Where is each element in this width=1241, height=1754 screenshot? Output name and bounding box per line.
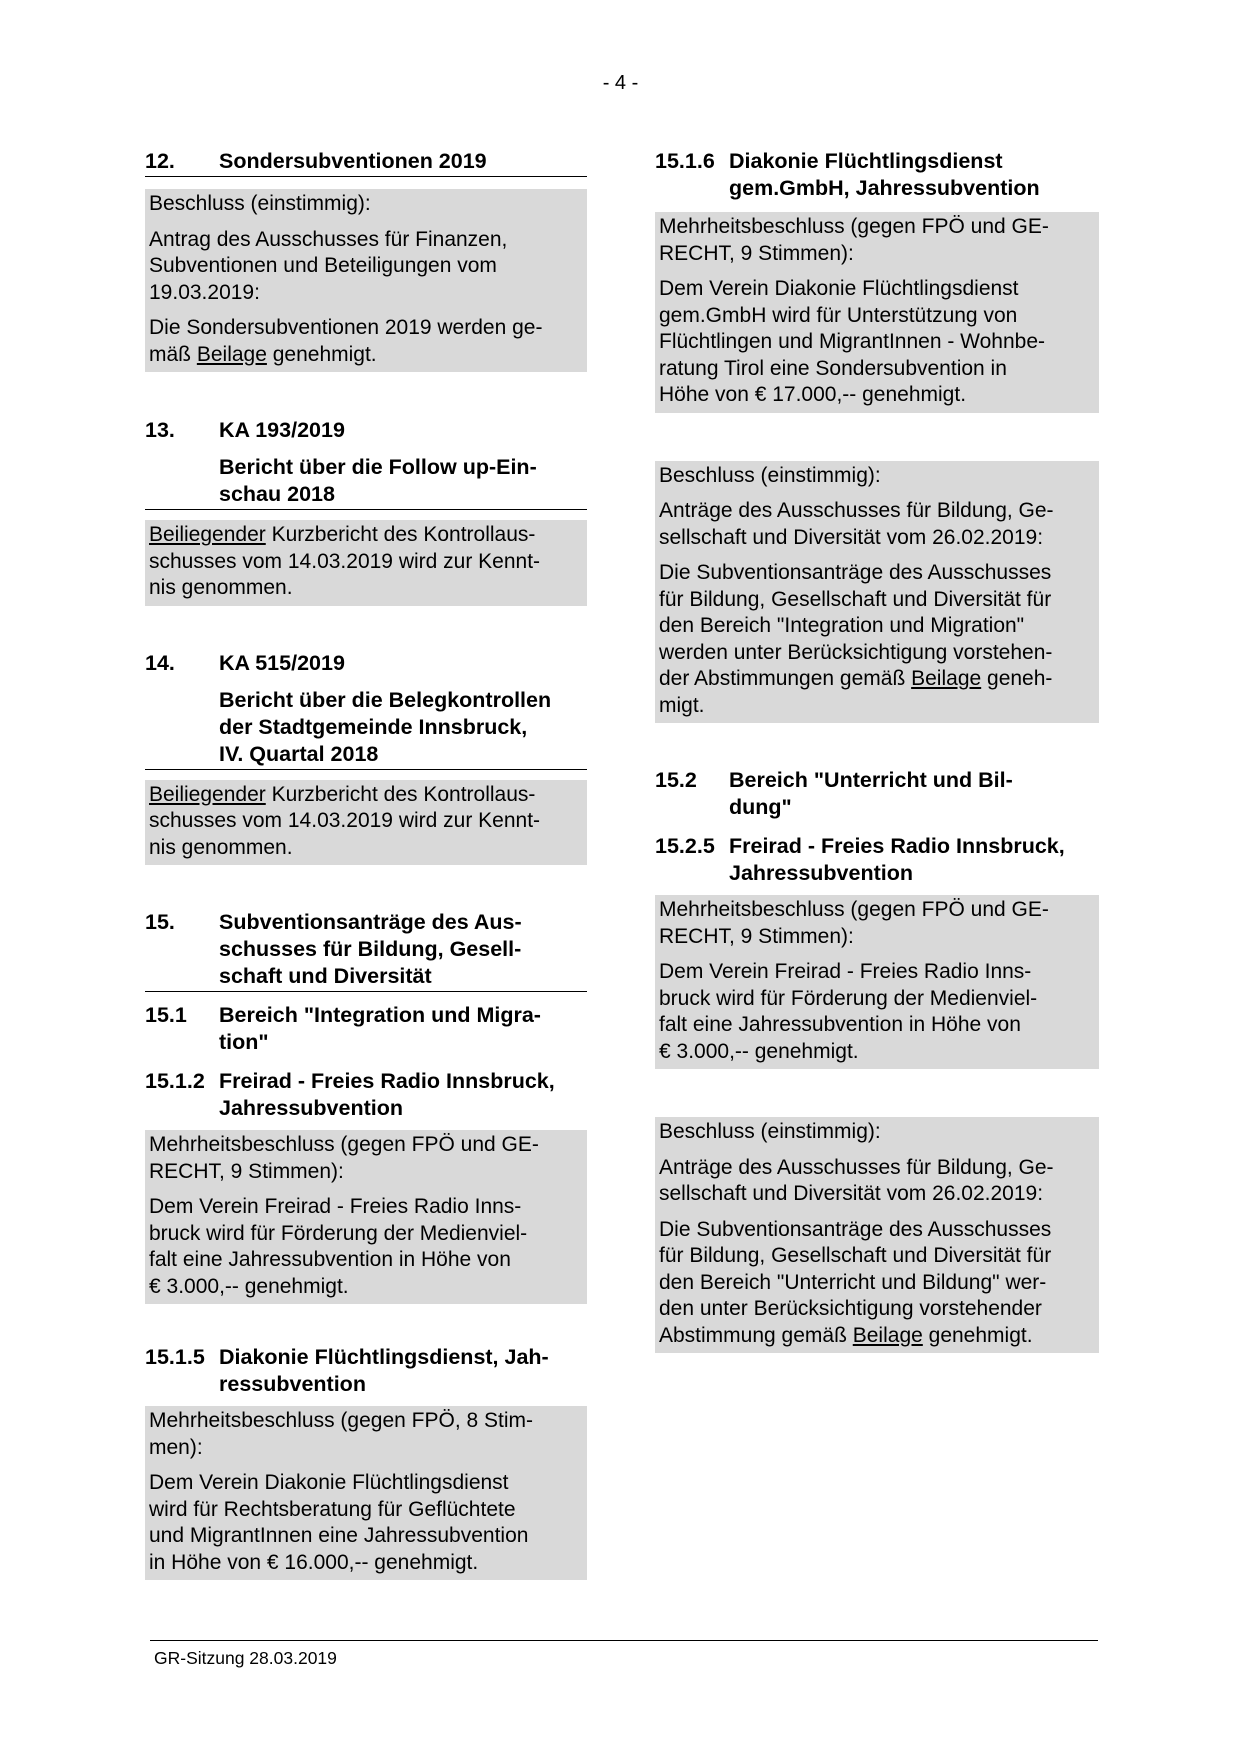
text-line: Die Subventionsanträge des Ausschusses (659, 561, 1052, 584)
text-line: € 3.000,-- genehmigt. (659, 1039, 859, 1063)
beilage-link[interactable]: Beilage (852, 1323, 923, 1347)
section-13-subtitle (145, 454, 587, 510)
decision-text (149, 1470, 583, 1576)
text-line: Mehrheitsbeschluss (gegen FPÖ und GE- (659, 215, 1049, 238)
text-line: für Bildung, Gesellschaft und Diversität für (659, 587, 1052, 611)
decision-text (659, 959, 1095, 1065)
subtitle-line: schau 2018 (219, 482, 335, 506)
section-title: KA 193/2019 (219, 418, 345, 442)
section-15-1-2-heading (145, 1068, 587, 1122)
text-line: mäß (149, 342, 197, 366)
section-15-1-5-heading (145, 1344, 587, 1398)
indent (145, 687, 219, 768)
decision-box (655, 212, 1099, 413)
title-line: Bereich "Unterricht und Bil- (729, 768, 1013, 792)
decision-type: Beschluss (einstimmig): (659, 463, 881, 487)
decision-text (149, 1194, 583, 1300)
title-line: schaft und Diversität (219, 964, 432, 988)
decision-box (145, 1130, 587, 1304)
text-line: falt eine Jahressubvention in Höhe von (149, 1248, 511, 1271)
title-line: dung" (729, 795, 792, 819)
text-line: Dem Verein Diakonie Flüchtlingsdienst (149, 1471, 509, 1494)
section-title (219, 1002, 587, 1056)
text-line: Dem Verein Diakonie Flüchtlingsdienst (659, 277, 1019, 300)
title-line: Bereich "Integration und Migra- (219, 1003, 541, 1027)
decision-text (659, 1155, 1095, 1208)
text-line: Dem Verein Freirad - Freies Radio Inns- (149, 1195, 522, 1218)
section-title (219, 1068, 587, 1122)
text-line: Dem Verein Freirad - Freies Radio Inns- (659, 960, 1032, 983)
left-column (145, 148, 587, 1580)
text-line: RECHT, 9 Stimmen): (659, 924, 854, 948)
text-line: falt eine Jahressubvention in Höhe von (659, 1013, 1021, 1036)
section-15-heading (145, 909, 587, 992)
beiliegender-link[interactable]: Beiliegender (149, 782, 266, 806)
section-15-1-6-heading (655, 148, 1099, 202)
decision-box (145, 189, 587, 372)
title-line: Diakonie Flüchtlingsdienst (729, 149, 1003, 173)
text-line: migt. (659, 693, 705, 717)
indent (145, 454, 219, 508)
title-line: Jahressubvention (729, 861, 913, 885)
decision-type (149, 1132, 583, 1185)
text-line: Anträge des Ausschusses für Bildung, Ge- (659, 499, 1054, 522)
decision-box (145, 1406, 587, 1580)
section-14-heading (145, 650, 587, 677)
section-13 (145, 417, 587, 606)
title-line: gem.GmbH, Jahressubvention (729, 176, 1040, 200)
text-line: Flüchtlingen und MigrantInnen - Wohnbe- (659, 330, 1046, 353)
text-line: RECHT, 9 Stimmen): (149, 1159, 344, 1183)
text-line: nis genommen. (149, 835, 293, 859)
text-line: bruck wird für Förderung der Medienviel- (659, 986, 1038, 1010)
subtitle-line: Bericht über die Belegkontrollen (219, 687, 552, 712)
title-line: Freirad - Freies Radio Innsbruck, (219, 1069, 555, 1093)
title-line: Diakonie Flüchtlingsdienst, Jah- (219, 1345, 549, 1369)
beilage-link[interactable]: Beilage (911, 667, 982, 690)
text-line: wird für Rechtsberatung für Geflüchtete (149, 1497, 516, 1521)
section-subtitle (219, 687, 587, 768)
decision-text (659, 560, 1095, 719)
decision-type: Beschluss (einstimmig): (659, 1120, 881, 1143)
text-line: Die Subventionsanträge des Ausschusses (659, 1217, 1052, 1241)
subtitle-line: der Stadtgemeinde Innsbruck, (219, 714, 528, 739)
section-number: 15.1 (145, 1003, 187, 1027)
text-line: Subventionen und Beteiligungen vom (149, 254, 497, 277)
text-line: schusses vom 14.03.2019 wird zur Kennt- (149, 809, 541, 832)
text-line: Mehrheitsbeschluss (gegen FPÖ und GE- (149, 1133, 539, 1156)
decision-text (659, 498, 1095, 551)
text-line: Die Sondersubventionen 2019 werden ge- (149, 316, 543, 339)
text-line: Höhe von € 17.000,-- genehmigt. (659, 383, 967, 406)
text-line: werden unter Berücksichtigung vorstehen- (659, 640, 1053, 664)
text-line: Antrag des Ausschusses für Finanzen, (149, 227, 508, 251)
decision-type (659, 897, 1095, 950)
section-title (729, 148, 1099, 202)
title-line: schusses für Bildung, Gesell- (219, 937, 522, 961)
info-text (149, 522, 583, 602)
subtitle-line: Bericht über die Follow up-Ein- (219, 455, 537, 479)
section-number: 14. (145, 650, 175, 675)
title-line: Jahressubvention (219, 1096, 403, 1120)
text-line: Mehrheitsbeschluss (gegen FPÖ, 8 Stim- (149, 1409, 533, 1432)
section-title (729, 833, 1099, 887)
footer-text: GR-Sitzung 28.03.2019 (154, 1648, 337, 1668)
text-line: ratung Tirol eine Sondersubvention in (659, 356, 1007, 380)
text-line: € 3.000,-- genehmigt. (149, 1274, 349, 1298)
right-column (655, 148, 1099, 1353)
text-line: der Abstimmungen gemäß (659, 667, 912, 690)
info-box (145, 520, 587, 606)
section-14-subtitle (145, 687, 587, 770)
info-text (149, 782, 583, 862)
text-line: Kurzbericht des Kontrollaus- (265, 782, 536, 806)
text-line: men): (149, 1435, 203, 1459)
section-title: KA 515/2019 (219, 650, 345, 675)
decision-text (659, 276, 1095, 409)
section-15-1-heading (145, 1002, 587, 1056)
section-title (729, 767, 1099, 821)
beiliegender-link[interactable]: Beiliegender (149, 523, 266, 546)
text-line: gem.GmbH wird für Unterstützung von (659, 303, 1018, 327)
section-number: 13. (145, 418, 175, 442)
text-line: RECHT, 9 Stimmen): (659, 241, 854, 265)
beilage-link[interactable]: Beilage (196, 342, 267, 366)
section-number: 15.1.2 (145, 1069, 205, 1093)
text-line: den unter Berücksichtigung vorstehender (659, 1297, 1042, 1320)
text-line: den Bereich "Integration und Migration" (659, 614, 1025, 637)
text-line: Mehrheitsbeschluss (gegen FPÖ und GE- (659, 898, 1049, 921)
text-line: den Bereich "Unterricht und Bildung" wer- (659, 1270, 1047, 1294)
decision-box (655, 1117, 1099, 1353)
text-line: sellschaft und Diversität vom 26.02.2019: (659, 525, 1044, 549)
decision-type: Beschluss (einstimmig): (149, 192, 371, 215)
text-line: 19.03.2019: (149, 280, 260, 304)
decision-type (659, 214, 1095, 267)
footer-divider (150, 1640, 1098, 1641)
decision-text (659, 1217, 1095, 1350)
section-number: 15. (145, 910, 175, 934)
page-number: - 4 - (602, 72, 639, 94)
decision-text (149, 315, 583, 368)
subtitle-line: IV. Quartal 2018 (219, 741, 379, 766)
title-line: tion" (219, 1030, 269, 1054)
section-number: 15.1.5 (145, 1345, 205, 1369)
section-subtitle (219, 454, 587, 508)
decision-box (655, 461, 1099, 724)
section-number: 15.2 (655, 768, 697, 792)
section-title (219, 909, 587, 990)
text-line: sellschaft und Diversität vom 26.02.2019: (659, 1182, 1044, 1205)
section-title (219, 1344, 587, 1398)
decision-type (149, 1408, 583, 1461)
section-number: 15.2.5 (655, 834, 715, 858)
text-line: bruck wird für Förderung der Medienviel- (149, 1221, 528, 1245)
section-14 (145, 650, 587, 866)
title-line: Subventionsanträge des Aus- (219, 910, 522, 934)
decision-text (149, 227, 583, 307)
title-line: ressubvention (219, 1372, 366, 1396)
text-line: geneh- (981, 667, 1053, 690)
decision-box (655, 895, 1099, 1069)
text-line: Anträge des Ausschusses für Bildung, Ge- (659, 1155, 1054, 1179)
text-line: genehmigt. (266, 342, 377, 366)
text-line: nis genommen. (149, 576, 293, 599)
section-number: 12. (145, 149, 175, 173)
section-15-2-5-heading (655, 833, 1099, 887)
text-line: in Höhe von € 16.000,-- genehmigt. (149, 1550, 479, 1574)
text-line: schusses vom 14.03.2019 wird zur Kennt- (149, 549, 541, 573)
text-line: genehmigt. (922, 1323, 1033, 1347)
section-number: 15.1.6 (655, 149, 715, 173)
text-line: und MigrantInnen eine Jahressubvention (149, 1524, 529, 1547)
text-line: für Bildung, Gesellschaft und Diversität für (659, 1244, 1052, 1267)
section-12-heading (145, 148, 587, 177)
section-15-2-heading (655, 767, 1099, 821)
section-title: Sondersubventionen 2019 (219, 149, 487, 173)
title-line: Freirad - Freies Radio Innsbruck, (729, 834, 1065, 858)
info-box (145, 780, 587, 866)
text-line: Abstimmung gemäß (659, 1323, 853, 1347)
text-line: Kurzbericht des Kontrollaus- (265, 523, 536, 546)
section-13-heading (145, 417, 587, 444)
